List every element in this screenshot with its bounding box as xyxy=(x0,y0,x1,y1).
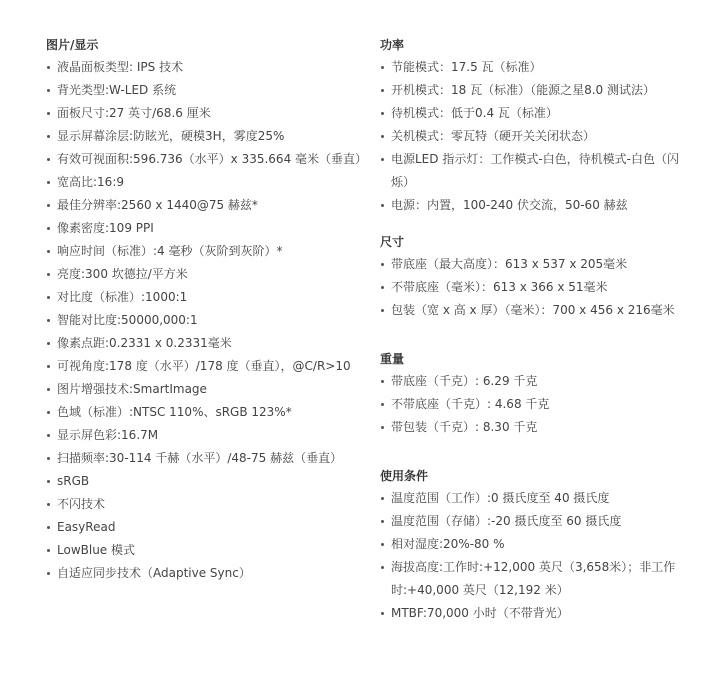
spec-item: 电源LED 指示灯：工作模式-白色，待机模式-白色（闪烁） xyxy=(380,148,690,194)
spec-item: 带包装（千克）: 8.30 千克 xyxy=(380,416,690,439)
spec-section xyxy=(380,231,690,322)
spec-section xyxy=(380,34,690,217)
spec-item: 海拔高度:工作时:+12,000 英尺（3,658米）；非工作时:+40,000 英尺（12,192 米） xyxy=(380,556,690,602)
spec-item: 智能对比度:50000,000:1 xyxy=(46,309,364,332)
spec-item: 面板尺寸:27 英寸/68.6 厘米 xyxy=(46,102,364,125)
spec-list xyxy=(46,56,368,585)
section-title: 尺寸 xyxy=(380,235,405,249)
spec-section xyxy=(380,348,690,439)
spec-item: 带底座（最大高度）：613 x 537 x 205毫米 xyxy=(380,253,690,276)
spec-list xyxy=(380,56,690,217)
spec-item: 宽高比:16:9 xyxy=(46,171,364,194)
spec-item: 不带底座（千克）: 4.68 千克 xyxy=(380,393,690,416)
section-title: 使用条件 xyxy=(380,469,429,483)
spec-list xyxy=(380,370,690,439)
spec-section xyxy=(46,34,368,585)
spec-item: 包装（宽 x 高 x 厚）（毫米）：700 x 456 x 216毫米 xyxy=(380,299,690,322)
spec-item: 温度范围（存储）:-20 摄氏度至 60 摄氏度 xyxy=(380,510,690,533)
spec-item: 液晶面板类型: IPS 技术 xyxy=(46,56,364,79)
spec-item: 像素点距:0.2331 x 0.2331毫米 xyxy=(46,332,364,355)
spec-item: LowBlue 模式 xyxy=(46,539,364,562)
spec-item: 不带底座（毫米）：613 x 366 x 51毫米 xyxy=(380,276,690,299)
right-column xyxy=(380,34,690,647)
left-column xyxy=(46,34,368,607)
spec-item: 节能模式：17.5 瓦（标准） xyxy=(380,56,690,79)
spec-item: 带底座（千克）: 6.29 千克 xyxy=(380,370,690,393)
section-title: 功率 xyxy=(380,38,405,52)
spec-item: 亮度:300 坎德拉/平方米 xyxy=(46,263,364,286)
spec-item: 显示屏色彩:16.7M xyxy=(46,424,364,447)
spec-item: 背光类型:W-LED 系统 xyxy=(46,79,364,102)
spec-item: 有效可视面积:596.736（水平）x 335.664 毫米（垂直） xyxy=(46,148,364,171)
spec-item: 响应时间（标准）:4 毫秒（灰阶到灰阶）* xyxy=(46,240,364,263)
spec-section xyxy=(380,465,690,625)
spec-list xyxy=(380,487,690,625)
spec-item: 关机模式：零瓦特（硬开关关闭状态） xyxy=(380,125,690,148)
section-title: 图片/显示 xyxy=(46,38,99,52)
spec-item: 显示屏幕涂层:防眩光，硬模3H，雾度25% xyxy=(46,125,364,148)
spec-item: 电源：内置，100-240 伏交流，50-60 赫兹 xyxy=(380,194,690,217)
spec-item: 待机模式：低于0.4 瓦（标准） xyxy=(380,102,690,125)
spec-item: 不闪技术 xyxy=(46,493,364,516)
spec-item: 对比度（标准）:1000:1 xyxy=(46,286,364,309)
spec-item: sRGB xyxy=(46,470,364,493)
spec-item: 自适应同步技术（Adaptive Sync） xyxy=(46,562,364,585)
spec-item: 最佳分辨率:2560 x 1440@75 赫兹* xyxy=(46,194,364,217)
spec-item: MTBF:70,000 小时（不带背光） xyxy=(380,602,690,625)
spec-item: 扫描频率:30-114 千赫（水平）/48-75 赫兹（垂直） xyxy=(46,447,364,470)
spec-item: EasyRead xyxy=(46,516,364,539)
spec-item: 相对湿度:20%-80 % xyxy=(380,533,690,556)
spec-item: 图片增强技术:SmartImage xyxy=(46,378,364,401)
spec-item: 色域（标准）:NTSC 110%、sRGB 123%* xyxy=(46,401,364,424)
spec-item: 像素密度:109 PPI xyxy=(46,217,364,240)
spec-item: 开机模式：18 瓦（标准）（能源之星8.0 测试法） xyxy=(380,79,690,102)
spec-item: 温度范围（工作）:0 摄氏度至 40 摄氏度 xyxy=(380,487,690,510)
spec-list xyxy=(380,253,690,322)
spec-item: 可视角度:178 度（水平）/178 度（垂直），@C/R>10 xyxy=(46,355,364,378)
section-title: 重量 xyxy=(380,352,405,366)
